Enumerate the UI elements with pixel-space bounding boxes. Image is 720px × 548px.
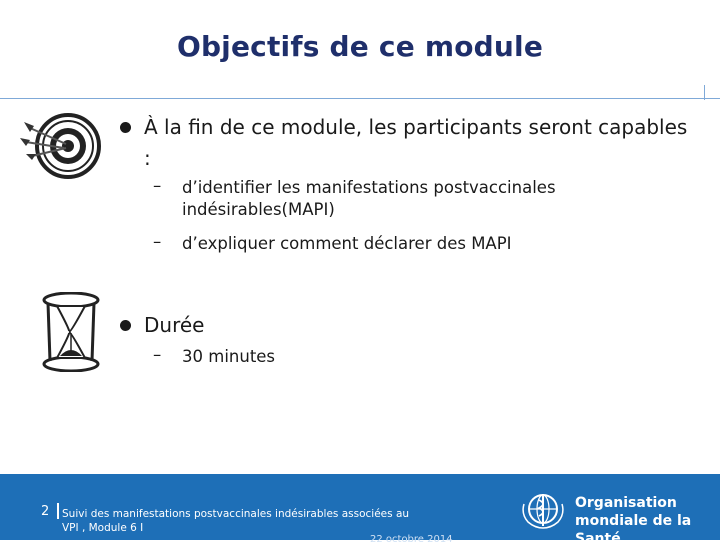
target-icon — [20, 108, 102, 180]
footer-text-line: VPI , Module 6 I — [62, 522, 144, 534]
objective-item — [182, 233, 512, 255]
hourglass-icon — [40, 292, 102, 372]
dash-marker: – — [153, 232, 162, 251]
org-name-line: mondiale de la Santé — [575, 513, 692, 547]
who-emblem-icon — [518, 490, 568, 532]
objectives-intro: À la fin de ce module, les participants seront capables — [144, 115, 688, 139]
org-name-line: Organisation — [575, 495, 677, 511]
duration-value: 30 minutes — [182, 347, 276, 366]
bullet-dot — [120, 320, 131, 331]
footer-text-line: Suivi des manifestations postvaccinales indésirables associées au — [62, 508, 410, 520]
footer-separator — [57, 503, 59, 519]
objective-text: d’expliquer comment déclarer des MAPI — [182, 234, 512, 253]
page-number: 2 — [41, 504, 50, 519]
bullet-dot — [120, 122, 131, 133]
footer-date: 22 octobre 2014 — [370, 534, 453, 545]
objective-text: d’identifier les manifestations postvaccinales — [182, 178, 556, 197]
dash-marker: – — [153, 176, 162, 195]
duration-label: Durée — [144, 313, 205, 337]
dash-marker: – — [153, 345, 162, 364]
title-divider-tick — [704, 85, 705, 100]
footer-module-text — [62, 507, 462, 535]
objective-item — [182, 177, 556, 221]
objectives-intro-continuation: : — [144, 146, 151, 170]
title-divider — [0, 98, 720, 99]
footer — [0, 474, 720, 547]
slide-title: Objectifs de ce module — [176, 30, 544, 63]
objective-text: indésirables(MAPI) — [182, 200, 335, 219]
